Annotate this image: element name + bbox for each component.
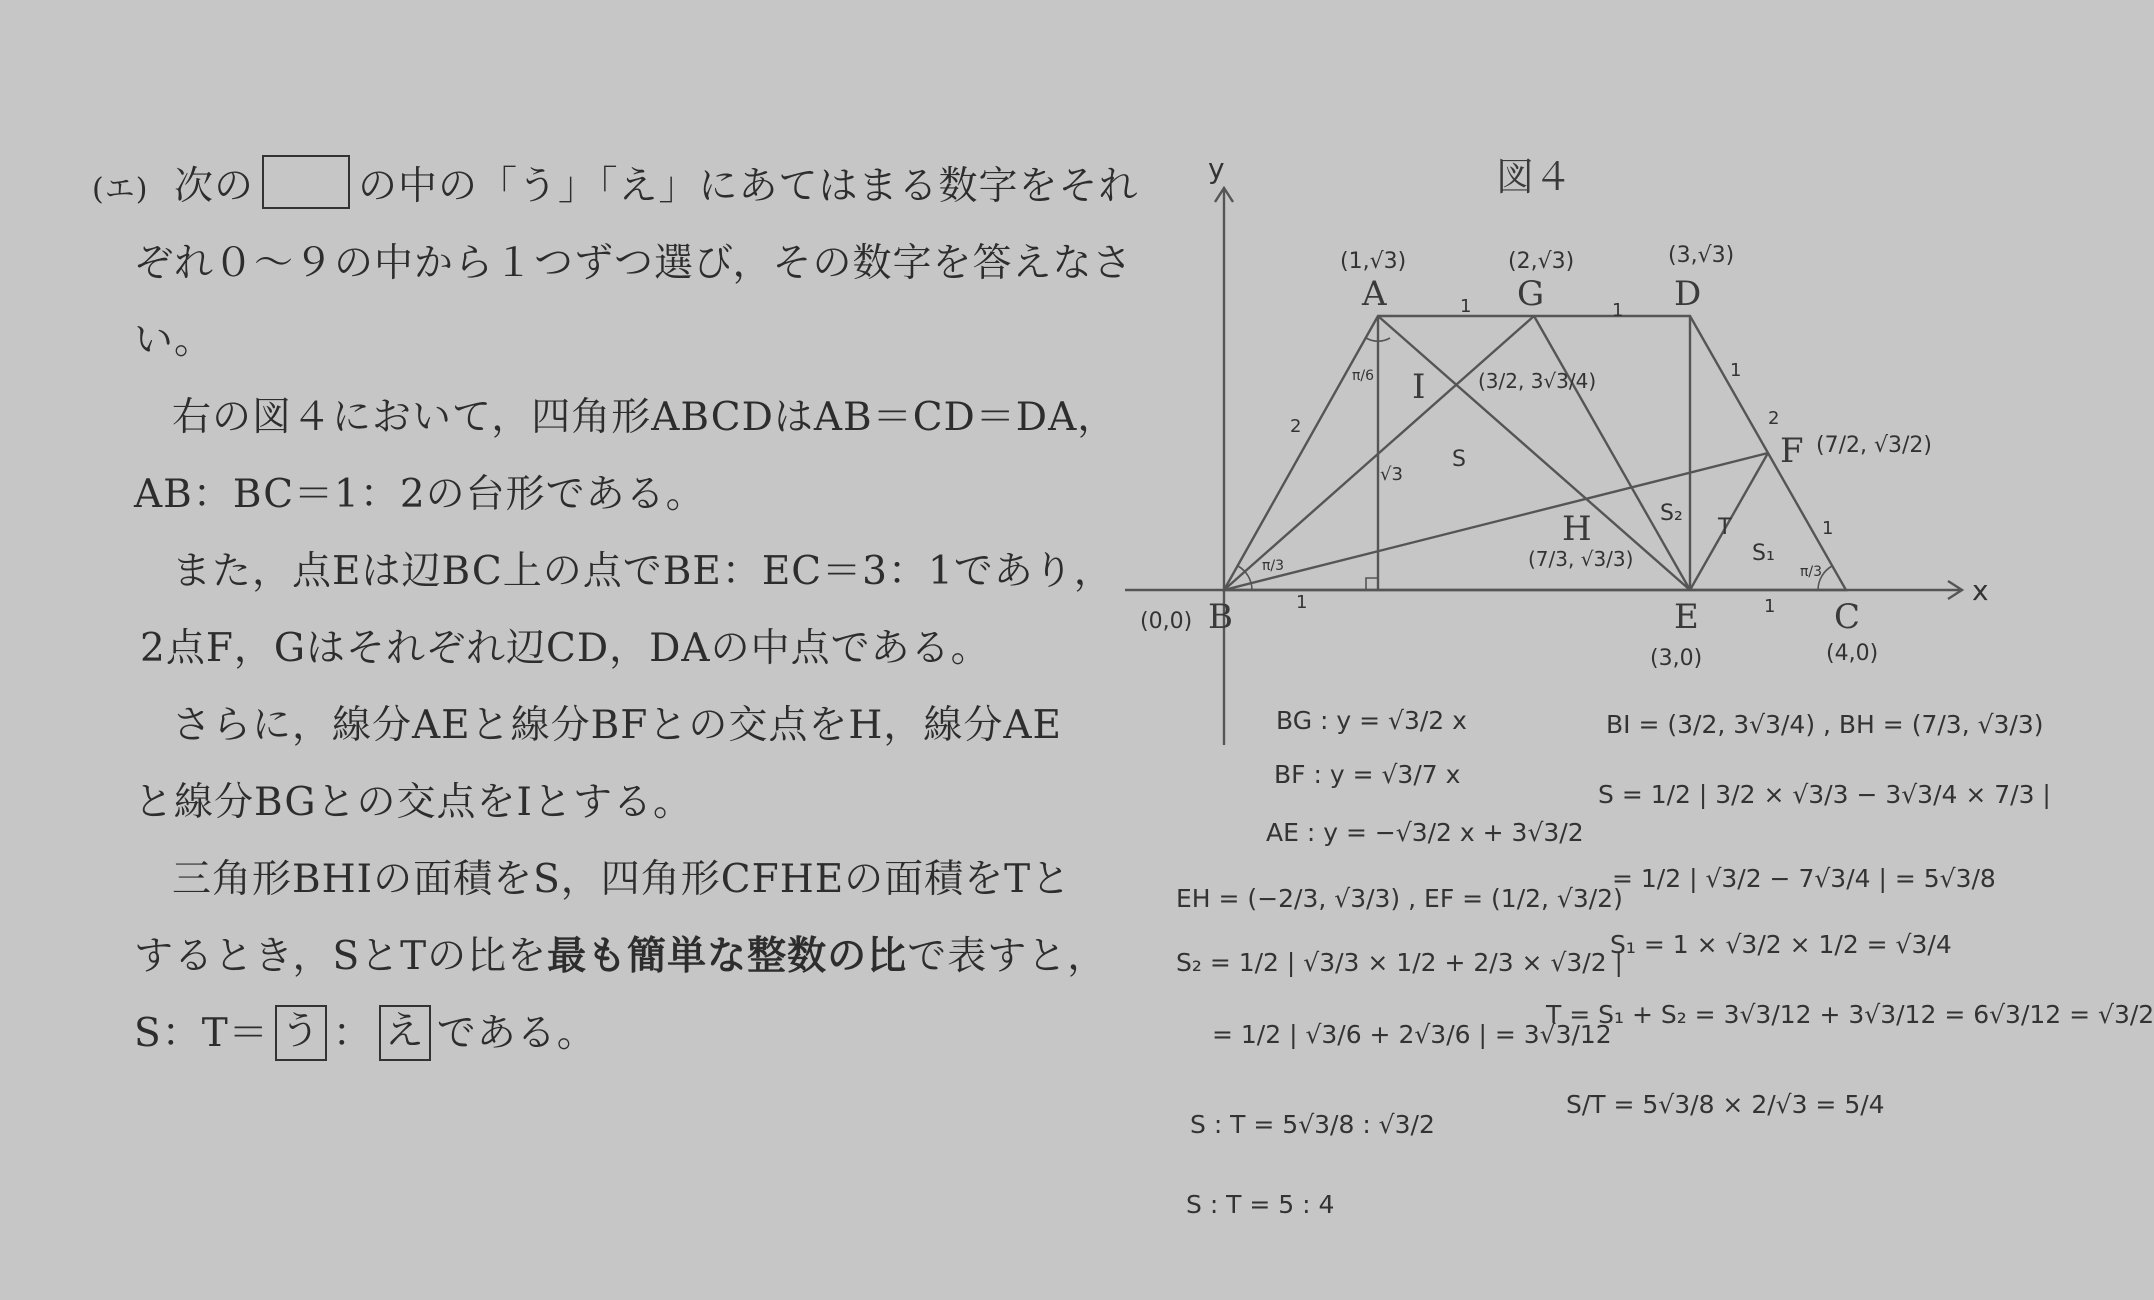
problem-line-7: 2点F，Gはそれぞれ辺CD，DAの中点である。 xyxy=(140,626,991,671)
coord-g: (2,√3) xyxy=(1508,249,1575,274)
figure-title: 図４ xyxy=(1496,155,1573,199)
note-bf: BF : y = √3/7 x xyxy=(1274,760,1461,789)
point-i-label: I xyxy=(1412,367,1426,407)
coord-d: (3,√3) xyxy=(1668,243,1735,268)
coord-h: (7/3, √3/3) xyxy=(1528,547,1634,571)
mark-be: 1 xyxy=(1296,592,1308,613)
point-c-label: C xyxy=(1834,597,1861,637)
mark-s1: S₁ xyxy=(1752,541,1775,566)
problem-label: (エ) xyxy=(92,172,149,207)
problem-line-5: AB：BC＝1：2の台形である。 xyxy=(134,472,706,517)
segment-bf xyxy=(1224,453,1768,590)
problem-line-4: 右の図４において，四角形ABCDはAB＝CD＝DA， xyxy=(172,395,1118,440)
mark-gd: 1 xyxy=(1612,300,1624,321)
mark-ag: 1 xyxy=(1460,296,1472,317)
line11-bold: 最も簡単な整数の比 xyxy=(547,933,908,979)
coord-b: (0,0) xyxy=(1140,609,1193,634)
answer-box-u: う xyxy=(275,1005,327,1061)
mark-height: √3 xyxy=(1380,464,1403,485)
mark-s: S xyxy=(1452,447,1466,472)
coord-a: (1,√3) xyxy=(1340,249,1407,274)
note-t: T = S₁ + S₂ = 3√3/12 + 3√3/12 = 6√3/12 = √3/2 xyxy=(1546,1000,2154,1029)
point-a-label: A xyxy=(1362,274,1387,314)
mark-angle-a: π/6 xyxy=(1352,368,1375,384)
coord-i: (3/2, 3√3/4) xyxy=(1478,369,1597,393)
mark-angle-b: π/3 xyxy=(1262,558,1285,574)
answer-sep: ： xyxy=(332,1011,373,1056)
mark-t: T xyxy=(1718,515,1732,540)
y-axis-label: y xyxy=(1208,152,1225,185)
point-e-label: E xyxy=(1674,597,1699,637)
answer-box-e: え xyxy=(379,1005,431,1061)
note-eh-ef: EH = (−2/3, √3/3) , EF = (1/2, √3/2) xyxy=(1176,884,1623,913)
note-s-b: = 1/2 | √3/2 − 7√3/4 | = 5√3/8 xyxy=(1612,864,1996,893)
mark-angle-c: π/3 xyxy=(1800,564,1823,580)
coord-f: (7/2, √3/2) xyxy=(1816,433,1932,458)
note-st-a: S : T = 5√3/8 : √3/2 xyxy=(1190,1110,1435,1139)
line11-post: で表すと， xyxy=(907,934,1108,979)
line11-pre: するとき，SとTの比を xyxy=(134,934,548,979)
note-ratio: S/T = 5√3/8 × 2/√3 = 5/4 xyxy=(1566,1090,1885,1119)
right-angle-mark xyxy=(1366,578,1378,590)
point-h-label: H xyxy=(1562,509,1592,549)
problem-line-2: ぞれ０～９の中から１つずつ選び，その数字を答えなさ xyxy=(134,241,1133,286)
x-axis-label: x xyxy=(1972,574,1989,607)
note-s1: S₁ = 1 × √3/2 × 1/2 = √3/4 xyxy=(1610,930,1952,959)
line12-pre: S：T＝ xyxy=(134,1011,269,1056)
mark-df: 1 xyxy=(1730,360,1742,381)
coord-e: (3,0) xyxy=(1650,646,1703,671)
mark-ab: 2 xyxy=(1290,416,1302,437)
point-b-label: B xyxy=(1208,597,1233,637)
note-s2-a: S₂ = 1/2 | √3/3 × 1/2 + 2/3 × √3/2 | xyxy=(1176,948,1623,977)
point-g-label: G xyxy=(1517,274,1545,314)
note-s-a: S = 1/2 | 3/2 × √3/3 − 3√3/4 × 7/3 | xyxy=(1598,780,2051,809)
line1-post: の中の「う」「え」にあてはまる数字をそれ xyxy=(358,164,1139,209)
note-ae: AE : y = −√3/2 x + 3√3/2 xyxy=(1266,818,1584,847)
problem-line-8: さらに，線分AEと線分BFとの交点をH，線分AE xyxy=(172,703,1062,748)
mark-ec: 1 xyxy=(1764,596,1776,617)
mark-s2: S₂ xyxy=(1660,501,1683,526)
mark-cf-side: 2 xyxy=(1768,408,1780,429)
note-bi-bh: BI = (3/2, 3√3/4) , BH = (7/3, √3/3) xyxy=(1606,710,2044,739)
point-d-label: D xyxy=(1674,274,1702,314)
line1-pre: 次の xyxy=(174,164,255,209)
mark-fc: 1 xyxy=(1822,518,1834,539)
note-st-b: S : T = 5 : 4 xyxy=(1186,1190,1335,1219)
problem-line-9: と線分BGとの交点をIとする。 xyxy=(134,780,693,825)
point-f-label: F xyxy=(1780,431,1804,471)
line12-post: である。 xyxy=(436,1011,597,1056)
problem-line-6: また，点Eは辺BC上の点でBE：EC＝3：1であり， xyxy=(172,549,1114,594)
problem-line-10: 三角形BHIの面積をS，四角形CFHEの面積をTと xyxy=(172,857,1072,902)
coord-c: (4,0) xyxy=(1826,641,1879,666)
problem-line-3: い。 xyxy=(134,318,215,363)
note-s2-b: = 1/2 | √3/6 + 2√3/6 | = 3√3/12 xyxy=(1212,1020,1612,1049)
note-bg: BG : y = √3/2 x xyxy=(1276,706,1467,735)
